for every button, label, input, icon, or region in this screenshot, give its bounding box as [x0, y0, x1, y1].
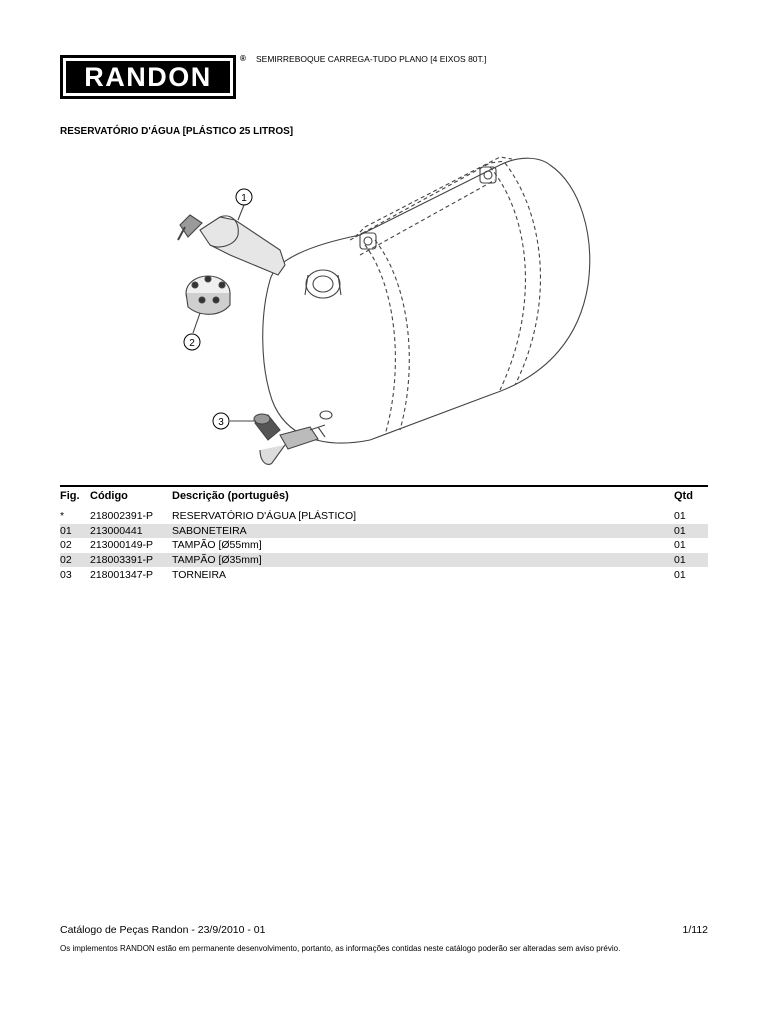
logo-text: RANDON	[66, 61, 230, 93]
cap-part	[186, 276, 230, 314]
section-title: RESERVATÓRIO D'ÁGUA [PLÁSTICO 25 LITROS]	[60, 126, 294, 137]
footer-catalog-line: Catálogo de Peças Randon - 23/9/2010 - 01	[60, 924, 266, 936]
cell-descricao: TAMPÃO [Ø55mm]	[172, 539, 262, 552]
table-row	[60, 509, 708, 524]
cell-qtd: 01	[674, 510, 686, 523]
parts-table	[60, 489, 708, 582]
cell-fig: *	[60, 510, 65, 523]
cell-descricao: RESERVATÓRIO D'ÁGUA [PLÁSTICO]	[172, 510, 357, 523]
callout-3	[213, 413, 229, 429]
cell-fig: 01	[60, 524, 90, 539]
cell-codigo: 213000149-P	[90, 539, 154, 552]
parts-drawing	[160, 145, 600, 475]
callout-1	[236, 189, 252, 205]
table-row	[60, 553, 708, 568]
footer-disclaimer: Os implementos RANDON estão em permanente desenvolvimento, portanto, as informações contidas neste catálogo poderão ser alteradas sem aviso prévio.	[60, 944, 621, 953]
header-fig: Fig.	[60, 490, 80, 502]
cell-codigo: 218001347-P	[90, 568, 154, 581]
cell-fig: 03	[60, 568, 72, 581]
cell-qtd: 01	[674, 524, 708, 539]
document-title: SEMIRREBOQUE CARREGA-TUDO PLANO [4 EIXOS 80T.]	[256, 54, 487, 64]
header-descricao: Descrição (português)	[172, 490, 289, 502]
tank-strap	[350, 161, 540, 435]
cell-codigo: 213000441	[90, 524, 172, 539]
faucet-part	[254, 414, 325, 464]
cell-fig: 02	[60, 553, 90, 568]
table-row	[60, 538, 708, 553]
cell-codigo: 218002391-P	[90, 510, 154, 523]
header-codigo: Código	[90, 490, 128, 502]
table-row	[60, 524, 708, 539]
cell-descricao: SABONETEIRA	[172, 524, 674, 539]
tank-body	[263, 158, 590, 443]
cell-qtd: 01	[674, 539, 686, 552]
table-header-row	[60, 489, 708, 509]
callout-2	[184, 334, 200, 350]
footer-page-number: 1/112	[682, 924, 708, 936]
randon-logo	[60, 55, 236, 99]
cell-descricao: TAMPÃO [Ø35mm]	[172, 553, 674, 568]
table-row	[60, 567, 708, 582]
cell-descricao: TORNEIRA	[172, 568, 227, 581]
svg-text:3: 3	[218, 417, 224, 428]
svg-text:1: 1	[241, 193, 247, 204]
svg-text:2: 2	[189, 338, 195, 349]
table-top-rule	[60, 485, 708, 487]
header-qtd: Qtd	[674, 490, 693, 502]
cell-fig: 02	[60, 539, 72, 552]
registered-mark: ®	[240, 54, 246, 63]
cell-codigo: 218003391-P	[90, 553, 172, 568]
cell-qtd: 01	[674, 553, 708, 568]
cell-qtd: 01	[674, 568, 686, 581]
